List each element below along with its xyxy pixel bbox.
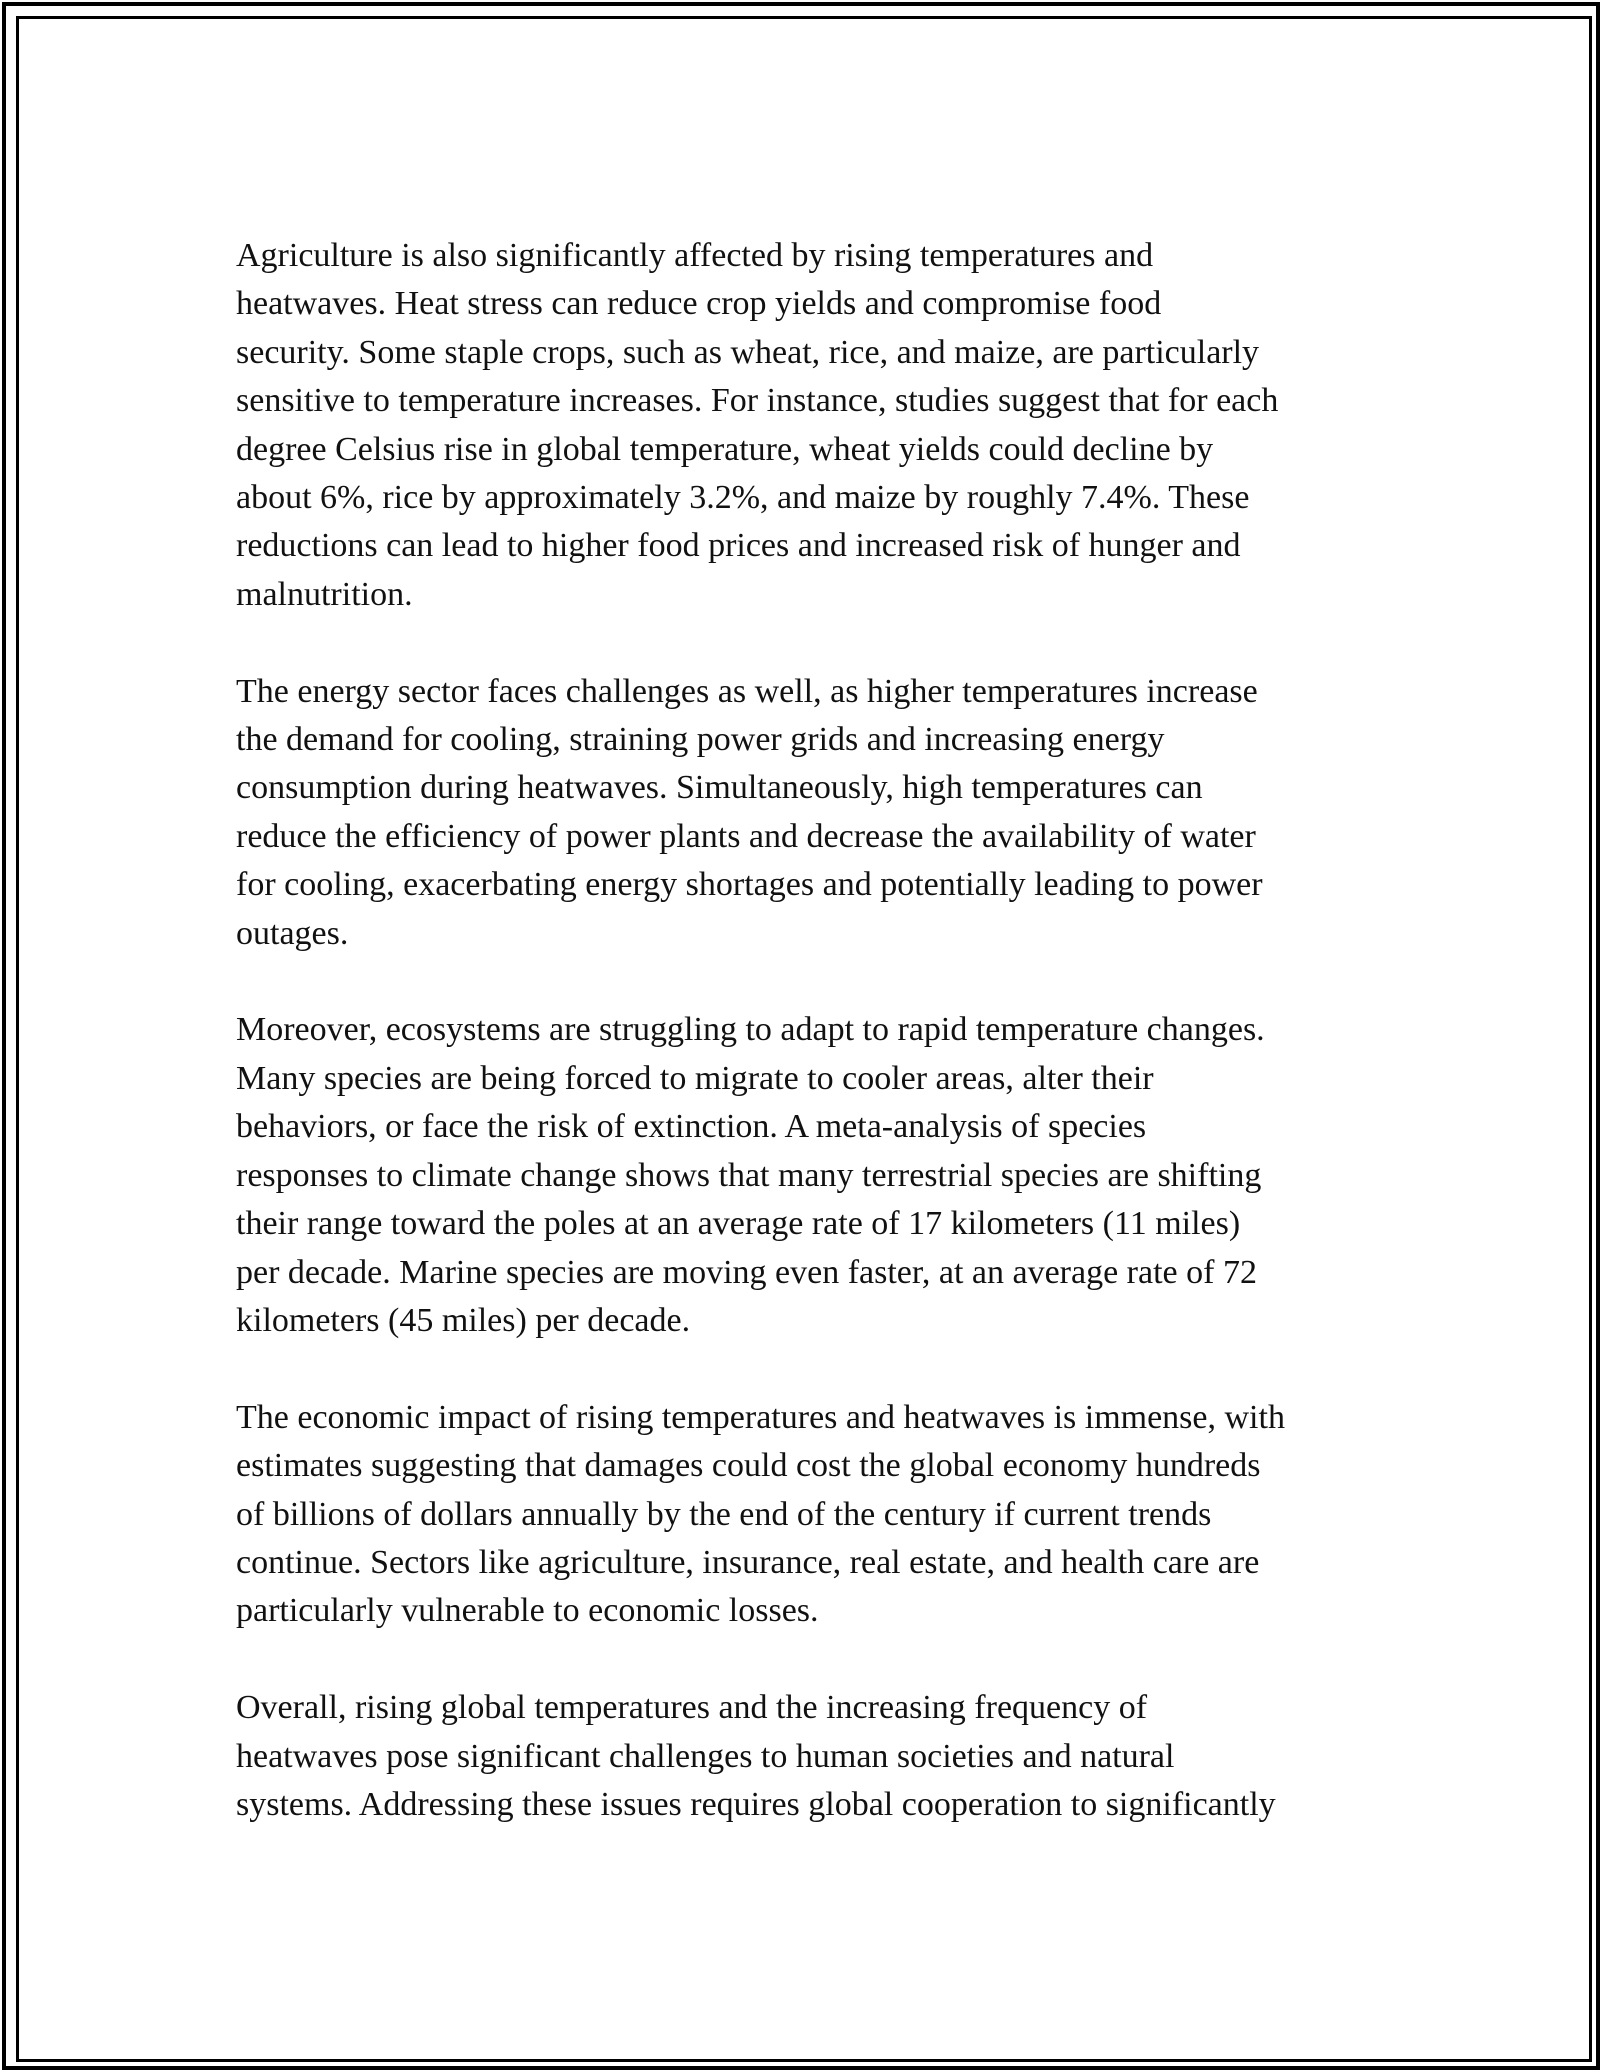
paragraph-overall: Overall, rising global temperatures and the increasing frequency of heatwaves pose significant challenges to human societies and natural systems. Addressing these issues requires global cooperation to significantly xyxy=(236,1689,1276,1823)
paragraph-ecosystems: Moreover, ecosystems are struggling to adapt to rapid temperature changes. Many species are being forced to migrate to cooler areas, alter their behaviors, or face the risk of extinction. A meta-analysis of species responses to climate change shows that many terrestrial species are shifting their range toward the poles at an average rate of 17 kilometers (11 miles) per decade. Marine species are moving even faster, at an average rate of 72 kilometers (45 miles) per decade. xyxy=(236,1011,1265,1339)
paragraph-economic-impact: The economic impact of rising temperatures and heatwaves is immense, with estimates suggesting that damages could cost the global economy hundreds of billions of dollars annually by the end of the century if current trends continue. Sectors like agriculture, insurance, real estate, and health care are particularly vulnerable to economic losses. xyxy=(236,1398,1285,1630)
paragraph-energy: The energy sector faces challenges as well, as higher temperatures increase the demand for cooling, straining power grids and increasing energy consumption during heatwaves. Simultaneously, high temperatures can reduce the efficiency of power plants and decrease the availability of water for cooling, exacerbating energy shortages and potentially leading to power outages. xyxy=(236,672,1263,952)
document-body xyxy=(236,232,1396,1878)
paragraph-agriculture: Agriculture is also significantly affected by rising temperatures and heatwaves. Heat stress can reduce crop yields and compromise food security. Some staple crops, such as wheat, rice, and maize, are particularly sensitive to temperature increases. For instance, studies suggest that for each degree Celsius rise in global temperature, wheat yields could decline by about 6%, rice by approximately 3.2%, and maize by roughly 7.4%. These reductions can lead to higher food prices and increased risk of hunger and malnutrition. xyxy=(236,237,1279,613)
